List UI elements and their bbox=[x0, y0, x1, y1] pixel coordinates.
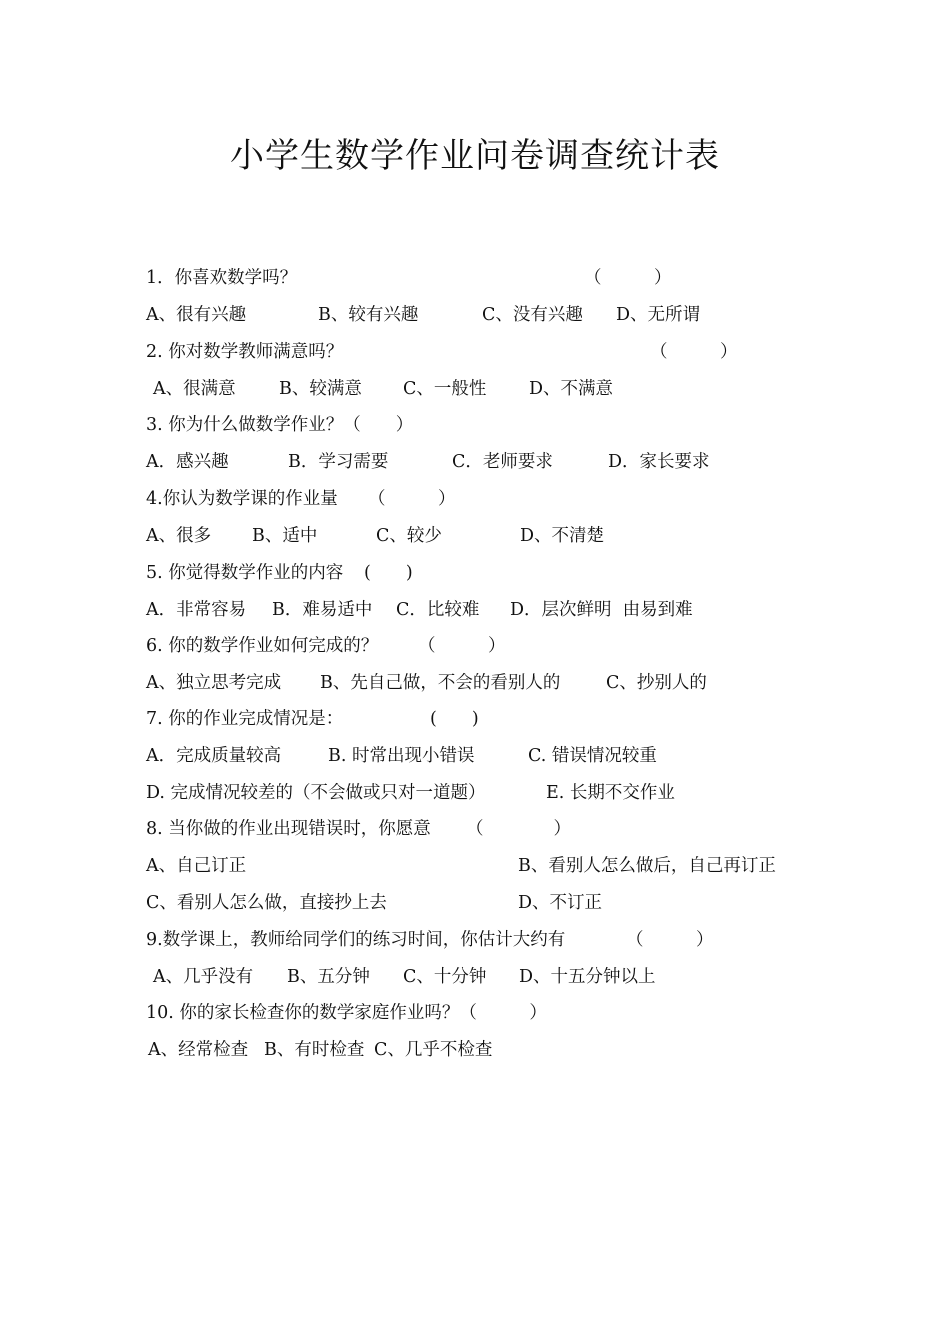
option-d: D、十五分钟以上 bbox=[519, 967, 656, 987]
option-a: A．完成质量较高 bbox=[146, 746, 282, 766]
option-d: D．家长要求 bbox=[608, 452, 710, 472]
option-b: B．学习需要 bbox=[288, 452, 389, 472]
answer-bracket: （ ） bbox=[466, 819, 571, 839]
question-text: 10. 你的家长检查你的数学家庭作业吗？（ ） bbox=[146, 1003, 547, 1023]
answer-bracket: （ ） bbox=[584, 268, 672, 288]
question-text: 9.数学课上，教师给同学们的练习时间，你估计大约有 bbox=[146, 930, 566, 950]
option-c: C．比较难 bbox=[396, 600, 480, 620]
answer-bracket: （ ） bbox=[368, 489, 456, 509]
answer-bracket: （ ） bbox=[650, 342, 738, 362]
question-text: 2. 你对数学教师满意吗？ bbox=[146, 342, 344, 362]
option-b: B、较有兴趣 bbox=[318, 305, 419, 325]
option-a: A、独立思考完成 bbox=[146, 673, 282, 693]
answer-bracket: ( ) bbox=[430, 709, 479, 729]
option-b: B、较满意 bbox=[279, 379, 362, 399]
answer-bracket: ( ) bbox=[364, 563, 413, 583]
answer-bracket: （ ） bbox=[418, 636, 506, 656]
option-b: B、有时检查 bbox=[264, 1040, 365, 1060]
option-a: A、很满意 bbox=[153, 379, 236, 399]
option-b: B、适中 bbox=[252, 526, 318, 546]
option-b: B、五分钟 bbox=[287, 967, 370, 987]
question-text: 4.你认为数学课的作业量 bbox=[146, 489, 338, 509]
option-a: A、几乎没有 bbox=[153, 967, 254, 987]
option-d: D. 完成情况较差的（不会做或只对一道题） bbox=[146, 783, 486, 803]
option-c: C、抄别人的 bbox=[606, 673, 707, 693]
option-d: D、不订正 bbox=[518, 893, 603, 913]
option-c: C、看别人怎么做，直接抄上去 bbox=[146, 893, 387, 913]
option-a: A．感兴趣 bbox=[146, 452, 229, 472]
option-e: E. 长期不交作业 bbox=[546, 783, 675, 803]
option-c: C. 错误情况较重 bbox=[528, 746, 657, 766]
question-text: 7. 你的作业完成情况是： bbox=[146, 709, 344, 729]
option-a: A、经常检查 bbox=[148, 1040, 249, 1060]
option-b: B. 时常出现小错误 bbox=[328, 746, 475, 766]
question-text: 5. 你觉得数学作业的内容 bbox=[146, 563, 344, 583]
option-a: A、很有兴趣 bbox=[146, 305, 247, 325]
option-a: A、很多 bbox=[146, 526, 212, 546]
option-a: A、自己订正 bbox=[146, 856, 247, 876]
option-d: D、无所谓 bbox=[616, 305, 701, 325]
option-c: C、没有兴趣 bbox=[482, 305, 583, 325]
option-a: A．非常容易 bbox=[146, 600, 247, 620]
option-b: B．难易适中 bbox=[272, 600, 373, 620]
page-title: 小学生数学作业问卷调查统计表 bbox=[230, 136, 720, 176]
option-c: C．老师要求 bbox=[452, 452, 553, 472]
option-d: D．层次鲜明 由易到难 bbox=[510, 600, 693, 620]
option-d: D、不清楚 bbox=[520, 526, 605, 546]
question-text: 8. 当你做的作业出现错误时，你愿意 bbox=[146, 819, 431, 839]
option-b: B、看别人怎么做后，自己再订正 bbox=[518, 856, 776, 876]
question-text: 6. 你的数学作业如何完成的？ bbox=[146, 636, 379, 656]
question-text: 3. 你为什么做数学作业？（ ） bbox=[146, 415, 414, 435]
question-text: 1．你喜欢数学吗？ bbox=[146, 268, 298, 288]
option-d: D、不满意 bbox=[529, 379, 614, 399]
option-c: C、几乎不检查 bbox=[374, 1040, 493, 1060]
option-c: C、十分钟 bbox=[403, 967, 487, 987]
answer-bracket: （ ） bbox=[626, 930, 714, 950]
option-c: C、一般性 bbox=[403, 379, 487, 399]
option-b: B、先自己做，不会的看别人的 bbox=[320, 673, 561, 693]
options-10 bbox=[148, 1038, 493, 1158]
option-c: C、较少 bbox=[376, 526, 442, 546]
